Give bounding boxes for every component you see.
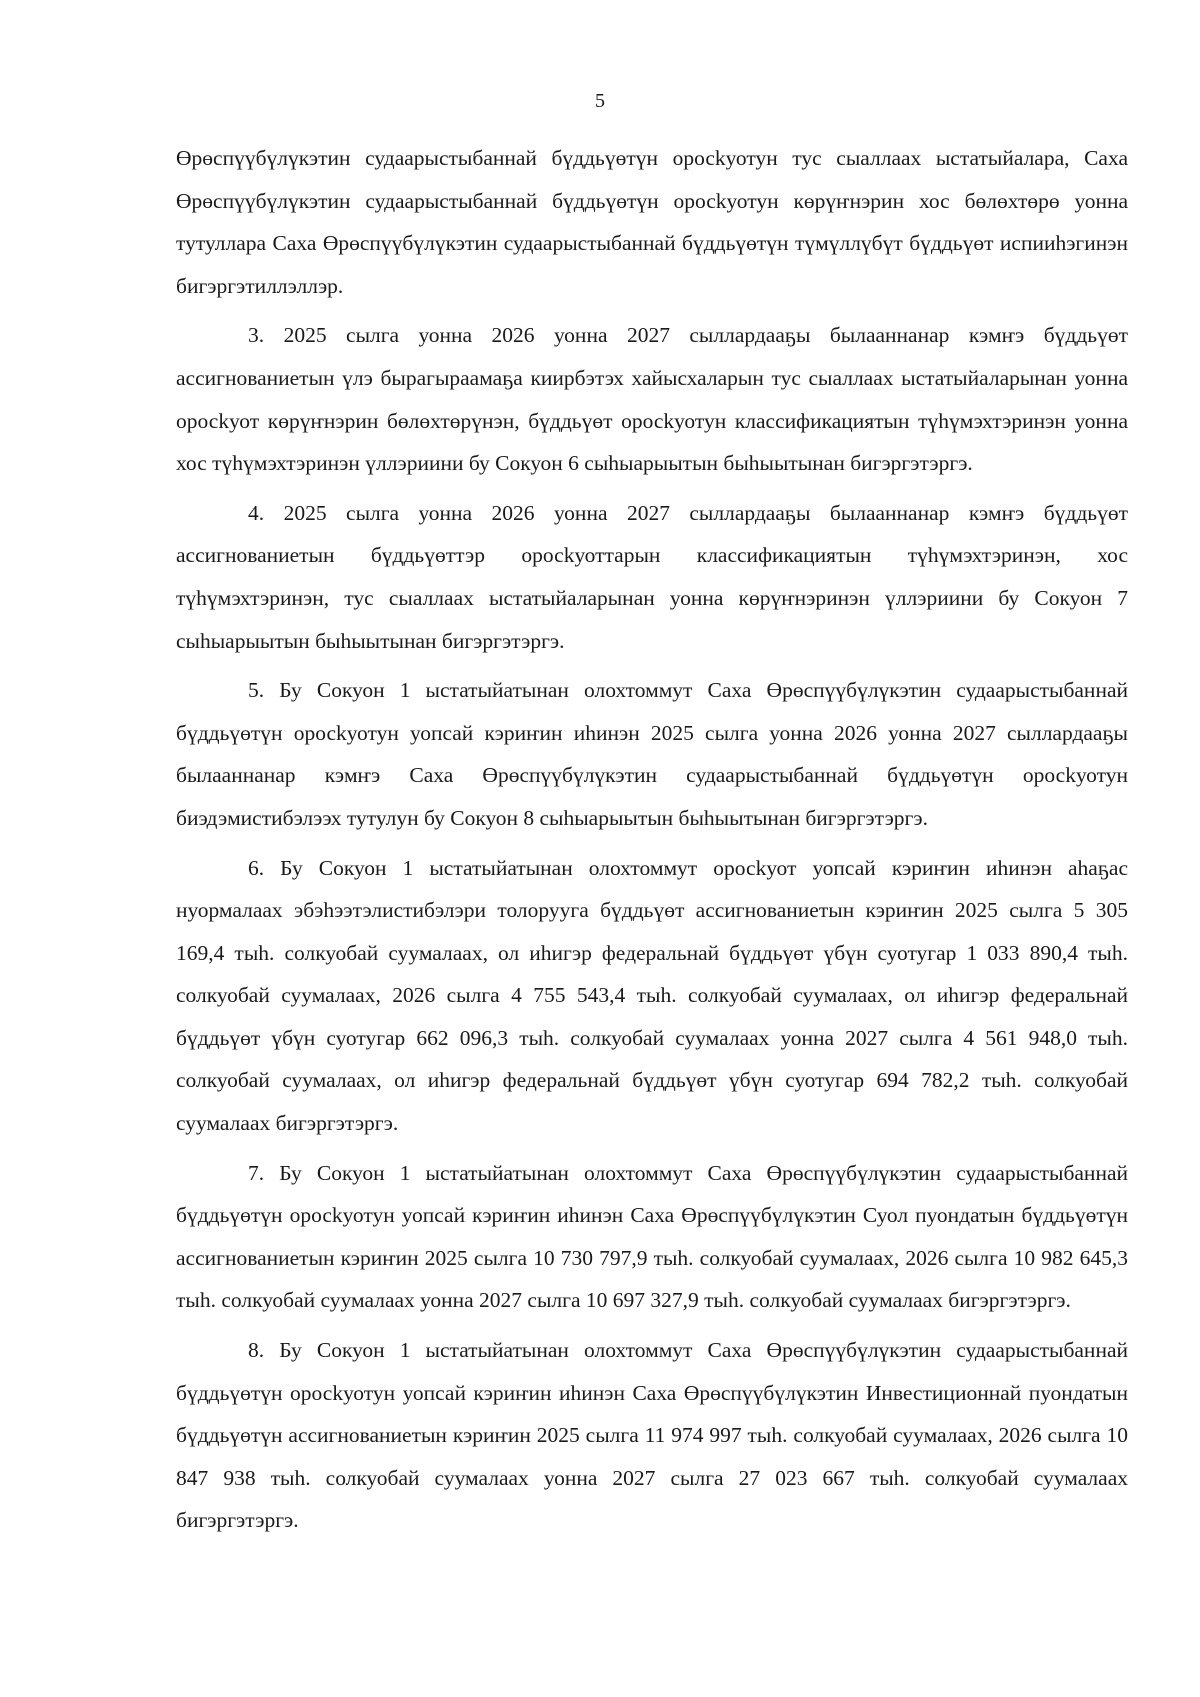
paragraph-item-5: 5. Бу Сокуон 1 ыстатыйатынан олохтоммут Саха Өрөспүүбүлүкэтин судаарыстыбаннай бүддьүөтүн оросkуотун уопсай кэриҥин иһинэн 2025 сылга уонна 2026 уонна 2027 сыллардааҕы былааннанар кэмҥэ Саха Өрөспүүбүлүкэтин судаарыстыбаннай бүддьүөтүн оросkуотун биэдэмистибэлээх тутулун бу Сокуон 8 сыһыарыытын быһыытынан бигэргэтэргэ. <box>176 678 1128 830</box>
paragraph-item-7: 7. Бу Сокуон 1 ыстатыйатынан олохтоммут Саха Өрөспүүбүлүкэтин судаарыстыбаннай бүддьүөтүн оросkуотун уопсай кэриҥин иһинэн Саха Өрөспүүбүлүкэтин Суол пуондатын бүддьүөтүн ассигнованиетын кэриҥин 2025 сылга 10 730 797,9 тыһ. солкуобай суумалаах, 2026 сылга 10 982 645,3 тыһ. солкуобай суумалаах уонна 2027 сылга 10 697 327,9 тыһ. солкуобай суумалаах бигэргэтэргэ. <box>176 1160 1128 1313</box>
page-number: 5 <box>595 90 605 112</box>
paragraph-item-6: 6. Бу Сокуон 1 ыстатыйатынан олохтоммут оросkуот уопсай кэриҥин иһинэн аһаҕас нуормалаах эбэһээтэлистибэлэри толорууга бүддьүөт ассигнованиетын кэриҥин 2025 сылга 5 305 169,4 тыһ. солкуобай суумалаах, ол иһигэр федеральнай бүддьүөт үбүн суотугар 1 033 890,4 тыһ. солкуобай суумалаах, 2026 сылга 4 755 543,4 тыһ. солкуобай суумалаах, ол иһигэр федеральнай бүддьүөт үбүн суотугар 662 096,3 тыһ. солкуобай суумалаах уонна 2027 сылга 4 561 948,0 тыһ. солкуобай суумалаах, ол иһигэр федеральнай бүддьүөт үбүн суотугар 694 782,2 тыһ. солкуобай суумалаах бигэргэтэргэ. <box>176 855 1128 1136</box>
document-body <box>176 137 1128 1549</box>
paragraph-item-4: 4. 2025 сылга уонна 2026 уонна 2027 сыллардааҕы былааннанар кэмҥэ бүддьүөт ассигнованиетын бүддьүөттэр оросkуоттарын классификациятын түһүмэхтэринэн, хос түһүмэхтэринэн, тус сыаллаах ыстатыйаларынан уонна көрүҥнэринэн үллэриини бу Сокуон 7 сыһыарыытын быһыытынан бигэргэтэргэ. <box>176 500 1128 653</box>
paragraph-continuation: Өрөспүүбүлүкэтин судаарыстыбаннай бүддьүөтүн оросkуотун тус сыаллаах ыстатыйалара, Саха Өрөспүүбүлүкэтин судаарыстыбаннай бүддьүөтүн оросkуотун көрүҥнэрин хос бөлөхтөрө уонна тутуллара Саха Өрөспүүбүлүкэтин судаарыстыбаннай бүддьүөтүн түмүллүбүт бүддьүөт испииһэгинэн бигэргэтиллэллэр. <box>176 146 1128 298</box>
paragraph-item-3: 3. 2025 сылга уонна 2026 уонна 2027 сыллардааҕы былааннанар кэмҥэ бүддьүөт ассигнованиетын үлэ бырагыраамаҕа киирбэтэх хайысхаларын тус сыаллаах ыстатыйаларынан уонна оросkуот көрүҥнэрин бөлөхтөрүнэн, бүддьүөт оросkуотун классификациятын түһүмэхтэринэн уонна хос түһүмэхтэринэн үллэриини бу Сокуон 6 сыһыарыытын быһыытынан бигэргэтэргэ. <box>176 323 1128 476</box>
paragraph-item-8: 8. Бу Сокуон 1 ыстатыйатынан олохтоммут Саха Өрөспүүбүлүкэтин судаарыстыбаннай бүддьүөтүн оросkуотун уопсай кэриҥин иһинэн Саха Өрөспүүбүлүкэтин Инвестиционнай пуондатын бүддьүөтүн ассигнованиетын кэриҥин 2025 сылга 11 974 997 тыһ. солкуобай суумалаах, 2026 сылга 10 847 938 тыһ. солкуобай суумалаах уонна 2027 сылга 27 023 667 тыһ. солкуобай суумалаах бигэргэтэргэ. <box>176 1338 1128 1533</box>
